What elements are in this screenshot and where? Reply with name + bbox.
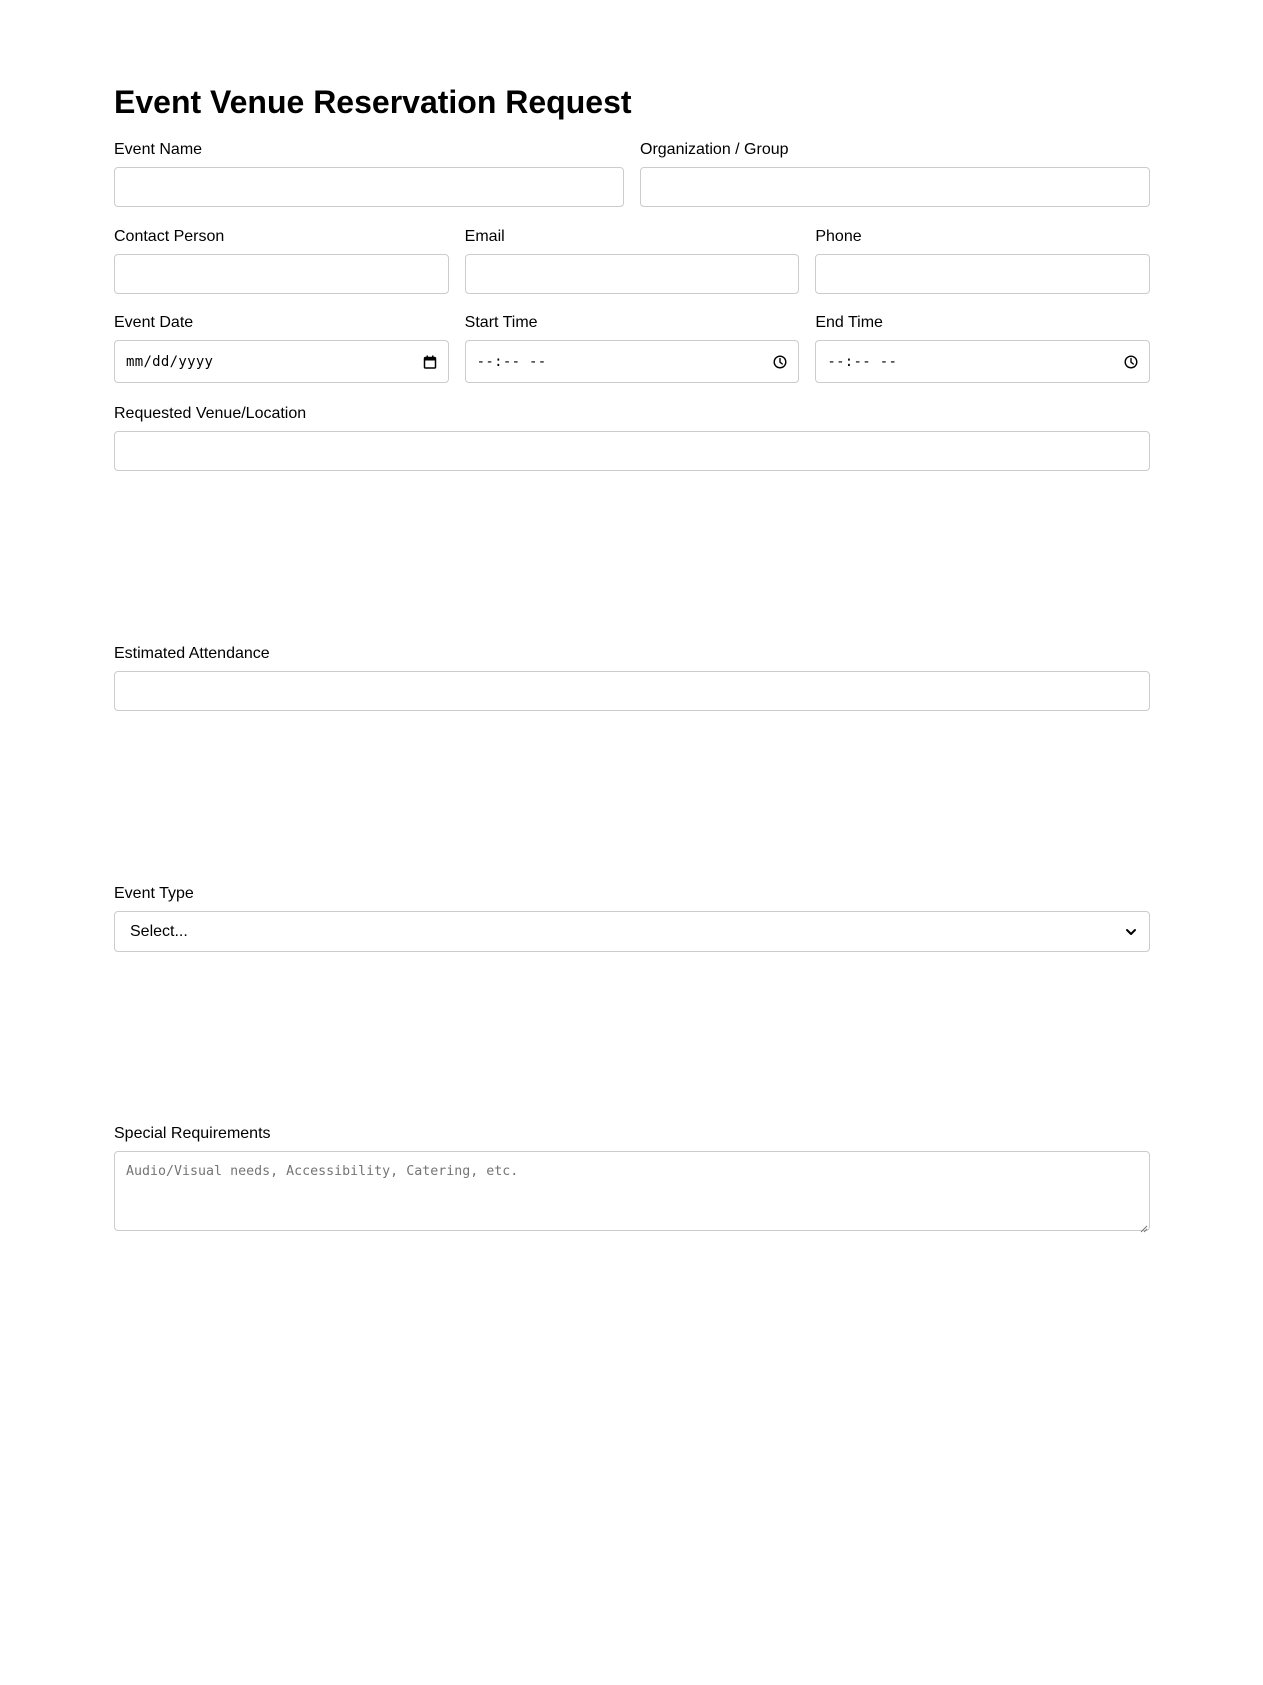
- contact-person-input[interactable]: [114, 254, 449, 294]
- start-time-input[interactable]: [465, 340, 800, 383]
- form-row-datetime: [114, 314, 1150, 383]
- phone-label: Phone: [815, 228, 862, 245]
- chevron-down-icon: [1123, 924, 1139, 940]
- event-type-label: Event Type: [114, 885, 194, 902]
- event-date-label: Event Date: [114, 314, 194, 331]
- field-attendance: [114, 645, 1150, 711]
- event-name-input[interactable]: [114, 167, 624, 207]
- special-requirements-textarea[interactable]: [114, 1151, 1150, 1231]
- form-row-contact: [114, 228, 1150, 294]
- form-row-event-type: [114, 885, 1150, 952]
- start-time-label: Start Time: [464, 314, 538, 331]
- form-row-special-requirements: [114, 1125, 1150, 1231]
- email-input[interactable]: [465, 254, 800, 294]
- event-type-select[interactable]: [114, 911, 1150, 952]
- start-time-placeholder: --:-- --: [476, 353, 547, 370]
- venue-input[interactable]: [114, 431, 1150, 471]
- field-contact-person: [114, 228, 449, 294]
- field-end-time: [815, 314, 1150, 383]
- email-label: Email: [464, 228, 505, 245]
- field-venue: [114, 405, 1150, 471]
- form-row-venue: [114, 405, 1150, 471]
- clock-icon[interactable]: [1123, 354, 1139, 370]
- venue-label: Requested Venue/Location: [114, 405, 307, 422]
- end-time-label: End Time: [815, 314, 883, 331]
- page-title: Event Venue Reservation Request: [114, 84, 632, 120]
- field-start-time: [465, 314, 800, 383]
- end-time-placeholder: --:-- --: [827, 353, 898, 370]
- calendar-icon[interactable]: [422, 354, 438, 370]
- special-requirements-placeholder: Audio/Visual needs, Accessibility, Catering, etc.: [126, 1164, 519, 1179]
- attendance-label: Estimated Attendance: [114, 645, 270, 662]
- event-type-selected: Select...: [130, 922, 188, 940]
- attendance-input[interactable]: [114, 671, 1150, 711]
- field-event-date: [114, 314, 449, 383]
- event-name-label: Event Name: [114, 141, 203, 158]
- form-row-attendance: [114, 645, 1150, 711]
- contact-person-label: Contact Person: [114, 228, 225, 245]
- clock-icon[interactable]: [772, 354, 788, 370]
- special-requirements-label: Special Requirements: [114, 1125, 271, 1142]
- event-date-placeholder: mm/dd/yyyy: [126, 353, 214, 370]
- field-email: [465, 228, 800, 294]
- organization-label: Organization / Group: [640, 141, 789, 158]
- field-event-type: [114, 885, 1150, 952]
- event-date-input[interactable]: [114, 340, 449, 383]
- resize-grip-icon[interactable]: [1139, 1220, 1148, 1229]
- organization-input[interactable]: [640, 167, 1150, 207]
- end-time-input[interactable]: [815, 340, 1150, 383]
- field-phone: [815, 228, 1150, 294]
- phone-input[interactable]: [815, 254, 1150, 294]
- field-special-requirements: [114, 1125, 1150, 1231]
- form-row-event-org: [114, 141, 1150, 207]
- field-organization: [640, 141, 1150, 207]
- field-event-name: [114, 141, 624, 207]
